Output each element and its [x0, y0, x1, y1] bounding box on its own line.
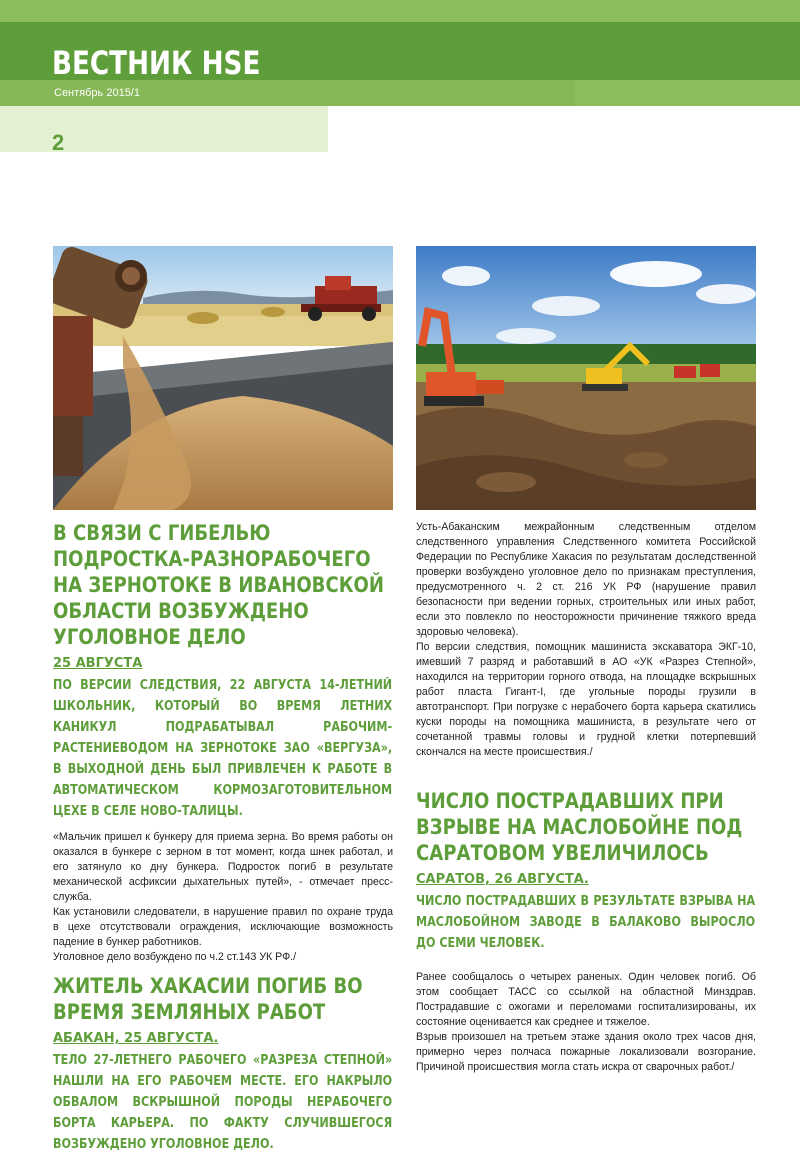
masthead-title: ВЕСТНИК HSE	[52, 44, 261, 82]
saratov-article-headline: ЧИСЛО ПОСТРАДАВШИХ ПРИ ВЗРЫВЕ НА МАСЛОБОЙНЕ ПОД САРАТОВОМ УВЕЛИЧИЛОСЬ	[416, 789, 743, 865]
issue-date: Сентябрь 2015/1	[54, 87, 140, 99]
grain-article-date: 25 АВГУСТА	[53, 656, 143, 671]
quarry-excavator-photo	[416, 246, 756, 510]
masthead-top-band	[0, 0, 800, 22]
grain-harvest-photo	[53, 246, 393, 510]
saratov-article-date: САРАТОВ, 26 АВГУСТА.	[416, 872, 589, 887]
khakassia-article-headline: ЖИТЕЛЬ ХАКАСИИ ПОГИБ ВО ВРЕМЯ ЗЕМЛЯНЫХ РАБОТ	[53, 974, 363, 1024]
left-column	[53, 520, 393, 1163]
grain-article-paragraph: «Мальчик пришел к бункеру для приема зерна. Во время работы он оказался в бункере с зерном в тот момент, когда шнек работал, и его затянуло ко дну бункера. Подросток погиб в результате механической асфиксии дыхательных путей», - отмечает пресс-служба.	[53, 831, 393, 903]
khakassia-article-paragraph: Усть-Абаканским межрайонным следственным отделом следственного управления Следственного комитета Российской Федерации по Республике Хакасия по результатам доследственной проверки возбуждено уголовное дело по признакам преступления, предусмотренного ч. 2 ст. 216 УК РФ (нарушение правил безопасности при ведении горных, строительных или иных работ, если это повлекло по неосторожности причинение тяжкого вреда здоровью человека).	[416, 521, 756, 638]
masthead-accent-band	[575, 80, 800, 106]
grain-article-lead: ПО ВЕРСИИ СЛЕДСТВИЯ, 22 АВГУСТА 14-ЛЕТНИЙ ШКОЛЬНИК, КОТОРЫЙ ВО ВРЕМЯ ЛЕТНИХ КАНИКУЛ ПОДРАБАТЫВАЛ РАБОЧИМ-РАСТЕНИЕВОДОМ НА ЗЕРНОТОКЕ ЗАО «ВЕРГУЗА», В ВЫХОДНОЙ ДЕНЬ БЫЛ ПРИВЛЕЧЕН К РАБОТЕ В АВТОМАТИЧЕСКОМ КОРМОЗАГОТОВИТЕЛЬНОМ ЦЕХЕ В СЕЛЕ НОВО-ТАЛИЦЫ.	[53, 678, 393, 819]
grain-article-paragraph: Уголовное дело возбуждено по ч.2 ст.143 УК РФ./	[53, 951, 297, 963]
saratov-article-lead: ЧИСЛО ПОСТРАДАВШИХ В РЕЗУЛЬТАТЕ ВЗРЫВА НА МАСЛОБОЙНОМ ЗАВОДЕ В БАЛАКОВО ВЫРОСЛО ДО СЕМИ ЧЕЛОВЕК.	[416, 894, 756, 951]
page-number-band	[0, 106, 328, 152]
right-column	[416, 520, 756, 1075]
page-number: 2	[52, 130, 65, 155]
saratov-article-paragraph: Взрыв произошел на третьем этаже здания около трех часов дня, примерно через полчаса пожарные локализовали возгорание. Причиной происшествия могла стать искра от сварочных работ./	[416, 1031, 756, 1073]
grain-article-headline: В СВЯЗИ С ГИБЕЛЬЮ ПОДРОСТКА-РАЗНОРАБОЧЕГО НА ЗЕРНОТОКЕ В ИВАНОВСКОЙ ОБЛАСТИ ВОЗБУЖДЕНО УГОЛОВНОЕ ДЕЛО	[53, 521, 384, 649]
khakassia-article-lead: ТЕЛО 27-ЛЕТНЕГО РАБОЧЕГО «РАЗРЕЗА СТЕПНОЙ» НАШЛИ НА ЕГО РАБОЧЕМ МЕСТЕ. ЕГО НАКРЫЛО ОБВАЛОМ ВСКРЫШНОЙ ПОРОДЫ НЕРАБОЧЕГО БОРТА КАРЬЕРА. ПО ФАКТУ СЛУЧИВШЕГОСЯ ВОЗБУЖДЕНО УГОЛОВНОЕ ДЕЛО.	[53, 1053, 393, 1152]
saratov-article-paragraph: Ранее сообщалось о четырех раненых. Один человек погиб. Об этом сообщает ТАСС со ссылкой на областной Минздрав. Пострадавшие с ожогами и переломами госпитализированы, их состояние оценивается как среднее и тяжелое.	[416, 971, 756, 1028]
grain-article-paragraph: Как установили следователи, в нарушение правил по охране труда в цехе отсутствовали ограждения, исключающие возможность падение в бункер работников.	[53, 906, 393, 948]
khakassia-article-paragraph: По версии следствия, помощник машиниста экскаватора ЭКГ-10, имевший 7 разряд и работавший в АО «УК «Разрез Степной», находился на территории горного отвода, на площадке вскрышных работ пласта Гигант-I, где угольные породы грузили в автотранспорт. При погрузке с нерабочего борта карьера скатились куски породы на помощника машиниста, в результате чего от сочетанной травмы головы и грудной клетки потерпевший скончался на месте происшествия./	[416, 641, 756, 758]
khakassia-article-date: АБАКАН, 25 АВГУСТА.	[53, 1031, 219, 1046]
